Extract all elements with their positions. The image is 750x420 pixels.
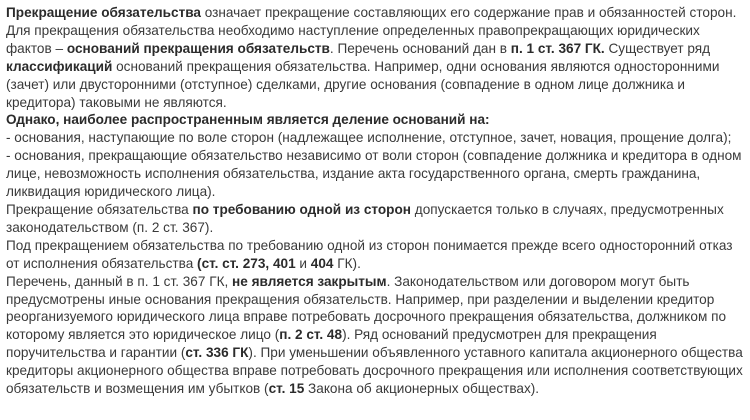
text-run: . Законодательством или договором могут быть предусмотрены иные основания прекращения обязательств. Например, при разделении и выделении кредитор реорганизуемого юридического лица вправе потребовать досрочного прекращения обязательства, должником по которому является это юридическое лицо ( — [6, 273, 727, 343]
text-run: допускается только в случаях, предусмотренных законодательством (п. 2 ст. 367). — [6, 201, 724, 235]
paragraph-definition — [6, 4, 746, 111]
text-run: ). Ряд оснований предусмотрен для прекращения поручительства и гарантии ( — [6, 327, 657, 361]
text-run: Прекращение обязательства — [6, 201, 193, 217]
text-run-bold: Однако, наиболее распространенным является деление оснований на: — [6, 112, 490, 128]
text-run-bold: Прекращение обязательства — [6, 5, 201, 20]
list-item-voluntary-grounds — [6, 129, 746, 147]
document-body — [6, 4, 746, 398]
text-run-bold: по требованию одной из сторон — [192, 201, 411, 217]
text-run-bold: 404 — [310, 255, 334, 271]
text-run-bold: (ст. ст. 273, 401 — [197, 255, 296, 271]
paragraph-termination-on-demand — [6, 201, 746, 237]
text-run-bold: классификаций — [6, 58, 113, 74]
text-run: ГК). — [333, 255, 361, 271]
text-run: Закона об акционерных обществах). — [304, 381, 540, 397]
paragraph-unilateral-refusal — [6, 237, 746, 273]
paragraph-list-not-closed — [6, 273, 746, 398]
text-run: Существует ряд — [604, 40, 711, 56]
text-run: ). При уменьшении объявленного уставного капитала акционерного общества кредиторы акционерного общества вправе потребовать досрочного прекращения или исполнения соответствующих обязательств и возмещения им убытков ( — [6, 345, 743, 397]
text-run: Перечень, данный в п. 1 ст. 367 ГК, — [6, 273, 233, 289]
text-run-bold: не является закрытым — [232, 273, 387, 289]
text-run: - основания, наступающие по воле сторон (надлежащее исполнение, отступное, зачет, новация, прощение долга); — [6, 130, 732, 146]
text-run-bold: ст. 336 ГК — [185, 345, 249, 361]
text-run: и — [295, 255, 311, 271]
text-run-bold: ст. 15 — [268, 381, 305, 397]
text-run: оснований прекращения обязательства. Например, одни основания являются односторонними (зачет) или двусторонними (отступное) сделками, другие основания (совпадение в одном лице должника и кредитора) таковыми не являются. — [6, 58, 720, 110]
text-run: . Перечень оснований дан в — [329, 40, 511, 56]
text-run: Под прекращением обязательства по требованию одной из сторон понимается прежде всего односторонний отказ от исполнения обязательства — [6, 237, 733, 271]
list-item-involuntary-grounds — [6, 147, 746, 201]
text-run: означает прекращение составляющих его содержание прав и обязанностей сторон. Для прекращения обязательства необходимо наступление определенных правопрекращающих юридических фактов – — [6, 5, 737, 56]
text-run-bold: п. 2 ст. 48 — [279, 327, 343, 343]
paragraph-division-heading — [6, 111, 746, 129]
text-run-bold: оснований прекращения обязательств — [66, 40, 330, 56]
text-run-bold: п. 1 ст. 367 ГК. — [510, 40, 605, 56]
text-run: - основания, прекращающие обязательство независимо от воли сторон (совпадение должника и кредитора в одном лице, невозможность исполнения обязательства, издание акта государственного органа, смерть гражданина, ликвидация юридического лица). — [6, 148, 742, 200]
